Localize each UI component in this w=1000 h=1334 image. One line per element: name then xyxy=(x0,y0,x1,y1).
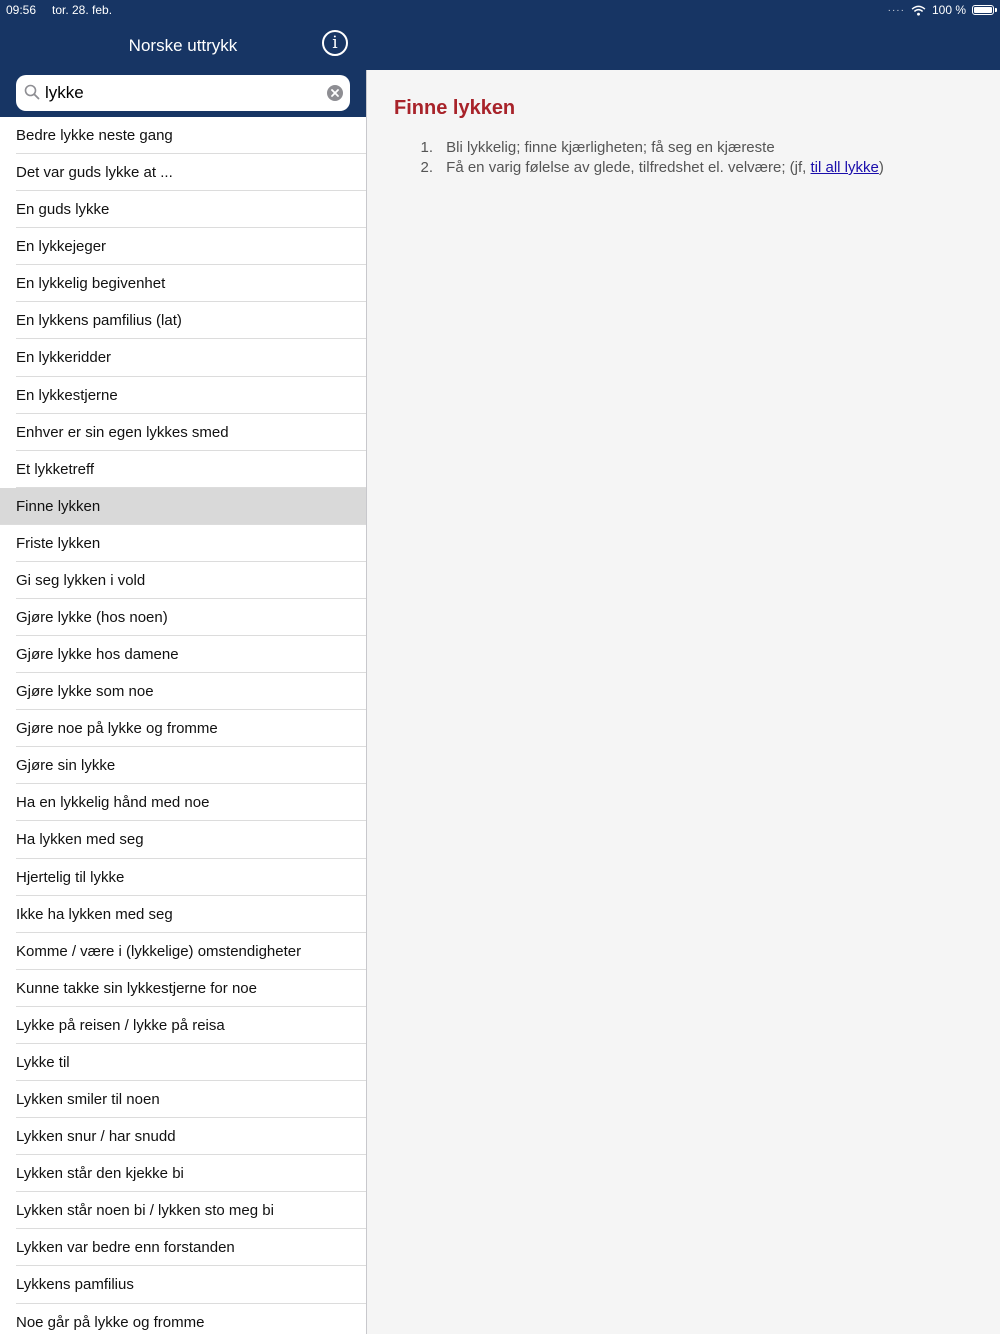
detail-title: Finne lykken xyxy=(394,97,516,119)
definition-list xyxy=(394,138,884,178)
definition-item xyxy=(394,138,884,158)
definition-number: 2. xyxy=(420,159,433,176)
list-item[interactable]: Ha lykken med seg xyxy=(0,821,366,858)
list-item[interactable]: Gjøre lykke som noe xyxy=(0,673,366,710)
list-item[interactable]: Lykkens pamfilius xyxy=(0,1266,366,1303)
battery-percent: 100 % xyxy=(931,3,966,17)
status-date: tor. 28. feb. xyxy=(52,3,113,17)
list-item[interactable]: En lykkens pamfilius (lat) xyxy=(0,302,366,339)
list-item[interactable]: Ikke ha lykken med seg xyxy=(0,896,366,933)
list-item[interactable]: Lykken var bedre enn forstanden xyxy=(0,1229,366,1266)
list-item[interactable]: Hjertelig til lykke xyxy=(0,859,366,896)
cross-reference-link[interactable]: til all lykke xyxy=(810,159,879,176)
definition-item xyxy=(394,158,884,178)
list-item[interactable]: Det var guds lykke at ... xyxy=(0,154,366,191)
wifi-icon xyxy=(911,5,926,16)
list-item[interactable]: Noe går på lykke og fromme xyxy=(0,1304,366,1334)
status-bar xyxy=(0,0,1000,20)
definition-text: Bli lykkelig; finne kjærligheten; få seg en kjæreste xyxy=(446,139,775,156)
list-item[interactable]: Et lykketreff xyxy=(0,451,366,488)
search-bar[interactable] xyxy=(16,75,350,111)
list-item[interactable]: Komme / være i (lykkelige) omstendigheter xyxy=(0,933,366,970)
nav-title: Norske uttrykk xyxy=(128,36,238,55)
list-item[interactable]: En lykkejeger xyxy=(0,228,366,265)
info-icon[interactable]: i xyxy=(322,30,348,56)
list-item[interactable]: Ha en lykkelig hånd med noe xyxy=(0,784,366,821)
list-item[interactable]: En lykkeridder xyxy=(0,339,366,376)
search-input[interactable] xyxy=(45,79,315,107)
list-item[interactable]: Bedre lykke neste gang xyxy=(0,117,366,154)
list-item[interactable]: Lykken snur / har snudd xyxy=(0,1118,366,1155)
list-item[interactable]: Gjøre noe på lykke og fromme xyxy=(0,710,366,747)
signal-icon: ···· xyxy=(887,4,905,16)
detail-pane xyxy=(367,70,1000,1334)
definition-number: 1. xyxy=(420,139,433,156)
list-item[interactable]: Gjøre lykke hos damene xyxy=(0,636,366,673)
expression-list[interactable] xyxy=(0,117,366,1334)
status-indicators xyxy=(888,3,994,17)
list-item[interactable]: Lykke til xyxy=(0,1044,366,1081)
list-item[interactable]: Lykken smiler til noen xyxy=(0,1081,366,1118)
definition-text: Få en varig følelse av glede, tilfredshet el. velvære; (jf, til all lykke) xyxy=(446,159,884,176)
list-item[interactable]: En guds lykke xyxy=(0,191,366,228)
list-item[interactable]: En lykkelig begivenhet xyxy=(0,265,366,302)
list-item[interactable]: Lykke på reisen / lykke på reisa xyxy=(0,1007,366,1044)
list-item[interactable]: Gi seg lykken i vold xyxy=(0,562,366,599)
battery-icon xyxy=(972,5,994,15)
list-item[interactable]: Friste lykken xyxy=(0,525,366,562)
list-item[interactable]: Gjøre lykke (hos noen) xyxy=(0,599,366,636)
list-item[interactable]: Lykken står noen bi / lykken sto meg bi xyxy=(0,1192,366,1229)
list-item[interactable]: Lykken står den kjekke bi xyxy=(0,1155,366,1192)
list-item[interactable]: Kunne takke sin lykkestjerne for noe xyxy=(0,970,366,1007)
status-time: 09:56 xyxy=(6,3,37,17)
list-item[interactable]: Finne lykken xyxy=(0,488,366,525)
clear-icon[interactable] xyxy=(327,85,343,101)
list-item[interactable]: En lykkestjerne xyxy=(0,377,366,414)
list-item[interactable]: Gjøre sin lykke xyxy=(0,747,366,784)
list-item[interactable]: Enhver er sin egen lykkes smed xyxy=(0,414,366,451)
search-icon xyxy=(24,84,40,100)
